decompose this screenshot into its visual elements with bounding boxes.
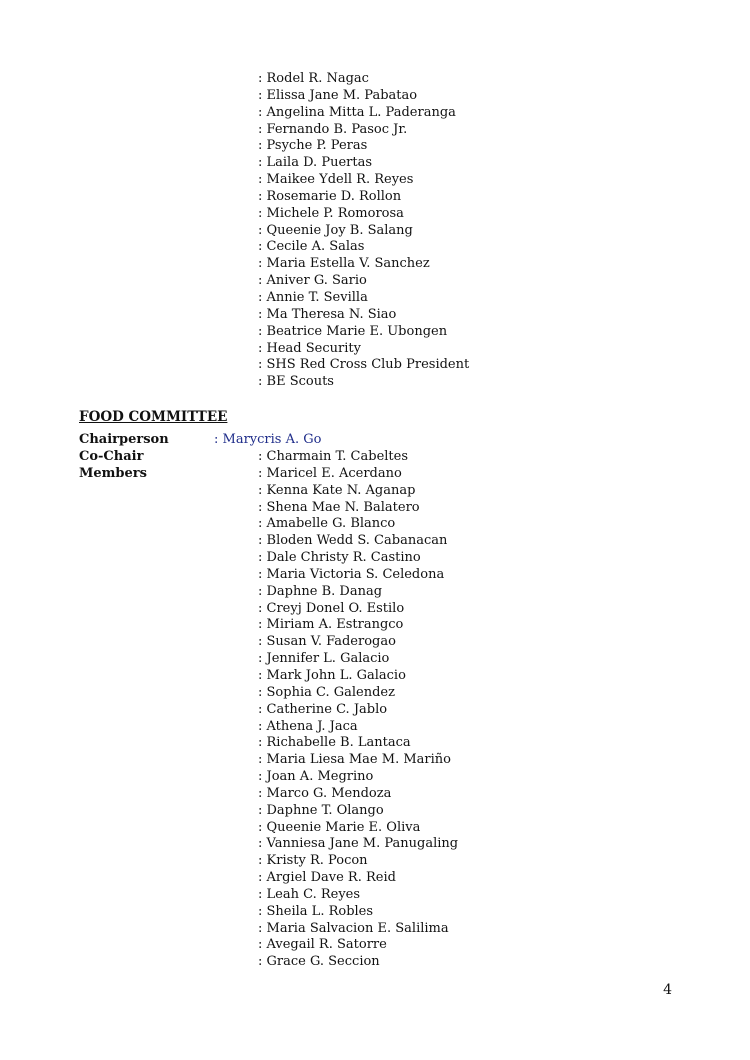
list-item: : Jennifer L. Galacio	[258, 651, 390, 667]
list-item: : Athena J. Jaca	[258, 718, 358, 734]
list-item: : Maikee Ydell R. Reyes	[258, 172, 414, 188]
list-item: : Creyj Donel O. Estilo	[258, 600, 405, 616]
list-item: : Joan A. Megrino	[258, 769, 374, 785]
list-item: : Marco G. Mendoza	[258, 785, 392, 801]
members-label: Members	[79, 466, 147, 481]
list-item: : BE Scouts	[258, 374, 334, 390]
list-item: : Daphne B. Danag	[258, 583, 383, 599]
cochair-label: Co-Chair	[79, 449, 144, 464]
list-item: : Michele P. Romorosa	[258, 205, 404, 221]
list-item: : Maria Liesa Mae M. Mariño	[258, 752, 451, 768]
list-item: : Annie T. Sevilla	[258, 289, 368, 305]
list-item: : Shena Mae N. Balatero	[258, 499, 420, 515]
list-item: : Mark John L. Galacio	[258, 667, 406, 683]
list-item: : Dale Christy R. Castino	[258, 550, 421, 566]
list-item: : Charmain T. Cabeltes	[258, 449, 409, 464]
list-item: : Head Security	[258, 340, 361, 356]
list-item: : Susan V. Faderogao	[258, 634, 396, 650]
list-item: : Avegail R. Satorre	[258, 937, 387, 953]
list-item: : Kenna Kate N. Aganap	[258, 482, 416, 498]
list-item: : Amabelle G. Blanco	[258, 516, 396, 532]
list-item: : Kristy R. Pocon	[258, 853, 368, 869]
list-item: : Beatrice Marie E. Ubongen	[258, 323, 448, 339]
chairperson-label: Chairperson	[79, 432, 169, 447]
list-item: : Vanniesa Jane M. Panugaling	[258, 836, 459, 852]
page-number: 4	[663, 982, 672, 998]
list-item: : Maria Victoria S. Celedona	[258, 566, 445, 582]
list-item: : Laila D. Puertas	[258, 155, 372, 171]
list-item: : Angelina Mitta L. Paderanga	[258, 104, 456, 120]
list-item: : Leah C. Reyes	[258, 886, 361, 902]
food-committee-list	[258, 449, 458, 971]
list-item: : Rosemarie D. Rollon	[258, 188, 402, 204]
list-item: : Maricel E. Acerdano	[258, 465, 402, 481]
list-item: : Psyche P. Peras	[258, 138, 368, 154]
prior-committee-member-list	[258, 71, 469, 391]
list-item: : Maria Salvacion E. Salilima	[258, 920, 449, 936]
list-item: : Ma Theresa N. Siao	[258, 306, 397, 322]
chairperson-value: : Marycris A. Go	[214, 432, 322, 447]
food-committee-heading: FOOD COMMITTEE	[79, 409, 228, 425]
list-item: : Richabelle B. Lantaca	[258, 735, 411, 751]
list-item: : Sophia C. Galendez	[258, 684, 395, 700]
list-item: : Queenie Marie E. Oliva	[258, 819, 421, 835]
list-item: : Maria Estella V. Sanchez	[258, 256, 430, 272]
list-item: : Bloden Wedd S. Cabanacan	[258, 533, 448, 549]
list-item: : Sheila L. Robles	[258, 903, 374, 919]
list-item: : Daphne T. Olango	[258, 802, 384, 818]
list-item: : SHS Red Cross Club President	[258, 357, 470, 373]
list-item: : Catherine C. Jablo	[258, 701, 388, 717]
list-item: : Grace G. Seccion	[258, 954, 380, 970]
list-item: : Miriam A. Estrangco	[258, 617, 404, 633]
list-item: : Aniver G. Sario	[258, 273, 367, 289]
list-item: : Queenie Joy B. Salang	[258, 222, 413, 238]
list-item: : Fernando B. Pasoc Jr.	[258, 121, 408, 137]
list-item: : Rodel R. Nagac	[258, 71, 369, 86]
list-item: : Elissa Jane M. Pabatao	[258, 87, 418, 103]
list-item: : Cecile A. Salas	[258, 239, 365, 255]
list-item: : Argiel Dave R. Reid	[258, 870, 396, 886]
